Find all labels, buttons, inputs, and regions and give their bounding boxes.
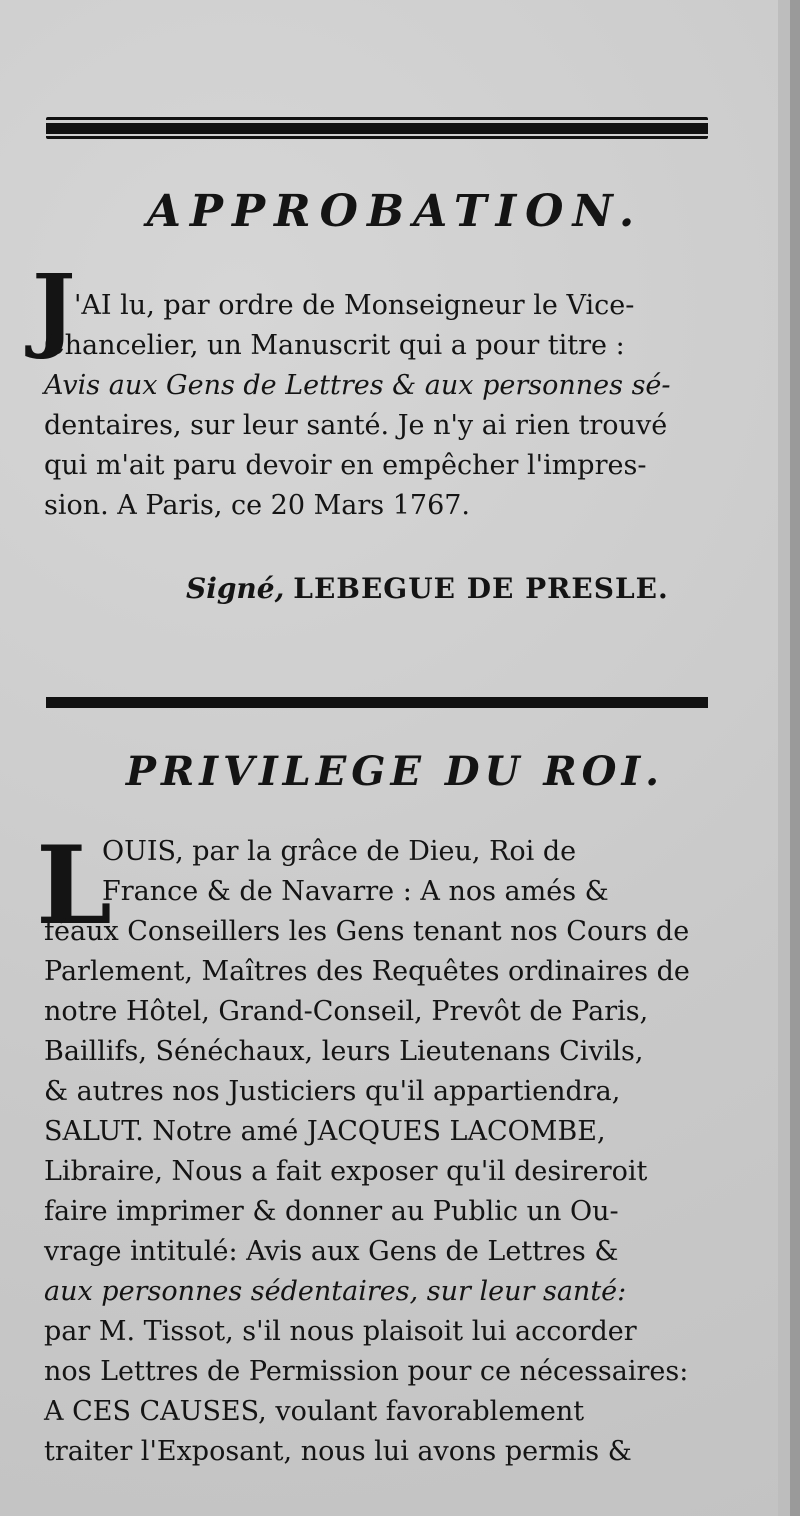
privilege-line: & autres nos Justiciers qu'il appartiendra, xyxy=(44,1076,621,1107)
privilege-line: OUIS, par la grâce de Dieu, Roi de xyxy=(102,836,577,867)
privilege-line: nos Lettres de Permission pour ce nécessaires: xyxy=(44,1356,689,1387)
approbation-title: APPROBATION. xyxy=(146,186,644,237)
ornamental-rule-top xyxy=(46,117,708,139)
privilege-line: Libraire, Nous a fait exposer qu'il desireroit xyxy=(44,1156,648,1187)
privilege-line: aux personnes sédentaires, sur leur santé: xyxy=(44,1276,627,1307)
approbation-line: qui m'ait paru devoir en empêcher l'impres- xyxy=(44,450,647,481)
dropcap-j: J xyxy=(32,254,76,362)
privilege-line: par M. Tissot, s'il nous plaisoit lui accorder xyxy=(44,1316,637,1347)
approbation-line: Chancelier, un Manuscrit qui a pour titre : xyxy=(44,330,625,361)
privilege-line: vrage intitulé: Avis aux Gens de Lettres & xyxy=(44,1236,619,1267)
signed-label: Signé, xyxy=(186,572,285,605)
privilege-line: SALUT. Notre amé JACQUES LACOMBE, xyxy=(44,1116,606,1147)
privilege-line: Baillifs, Sénéchaux, leurs Lieutenans Civils, xyxy=(44,1036,644,1067)
approbation-line: Avis aux Gens de Lettres & aux personnes sé- xyxy=(44,370,671,401)
privilege-line: France & de Navarre : A nos amés & xyxy=(102,876,609,907)
privilege-title: PRIVILEGE DU ROI. xyxy=(125,748,665,795)
dropcap-l: L xyxy=(36,823,112,949)
privilege-line: faire imprimer & donner au Public un Ou- xyxy=(44,1196,619,1227)
privilege-line: féaux Conseillers les Gens tenant nos Cours de xyxy=(44,916,690,947)
signature-line xyxy=(186,572,669,605)
privilege-line: A CES CAUSES, voulant favorablement xyxy=(44,1396,585,1427)
approbation-line: 'AI lu, par ordre de Monseigneur le Vice- xyxy=(74,290,635,321)
rule-divider xyxy=(46,697,708,708)
privilege-line: notre Hôtel, Grand-Conseil, Prevôt de Paris, xyxy=(44,996,649,1027)
privilege-line: Parlement, Maîtres des Requêtes ordinaires de xyxy=(44,956,690,987)
privilege-line: traiter l'Exposant, nous lui avons permis & xyxy=(44,1436,632,1467)
signed-name: LEBEGUE DE PRESLE. xyxy=(293,572,669,605)
approbation-line: sion. A Paris, ce 20 Mars 1767. xyxy=(44,490,471,521)
approbation-line: dentaires, sur leur santé. Je n'y ai rien trouvé xyxy=(44,410,668,441)
